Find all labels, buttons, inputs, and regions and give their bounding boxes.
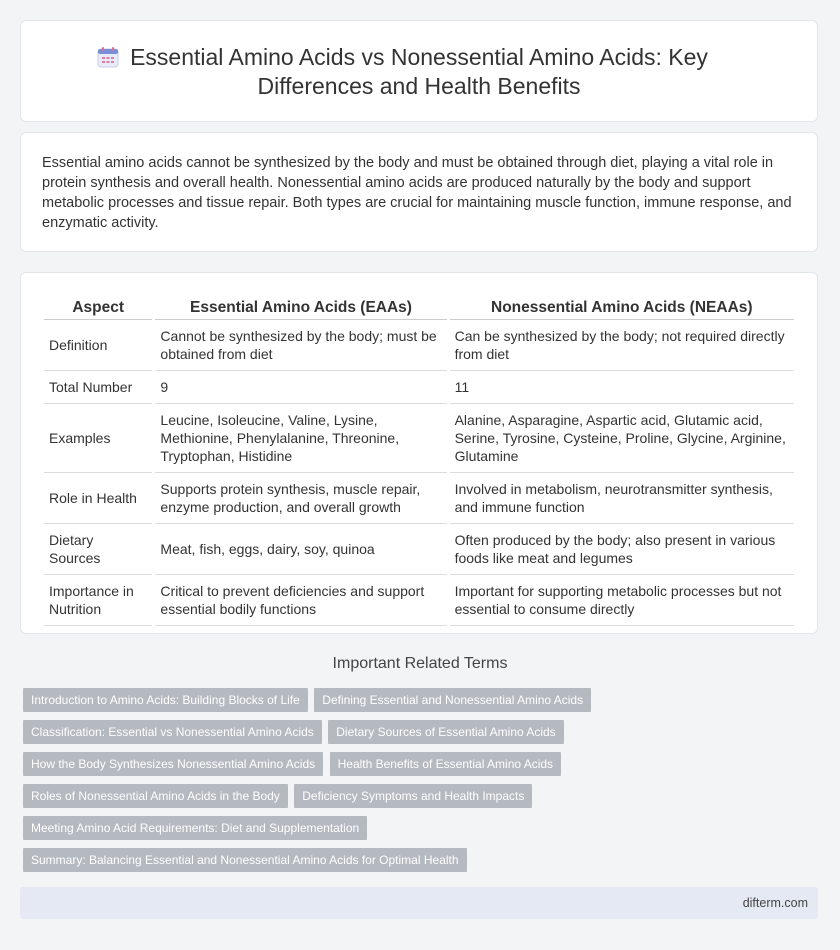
table-cell: Leucine, Isoleucine, Valine, Lysine, Methionine, Phenylalanine, Threonine, Tryptophan, Histidine [155,404,446,473]
related-terms-list [23,688,613,880]
column-header: Aspect [44,295,152,320]
related-term-link[interactable]: Health Benefits of Essential Amino Acids [330,752,561,776]
table-row [44,473,794,524]
table-cell: Critical to prevent deficiencies and support essential bodily functions [155,575,446,626]
related-term-link[interactable]: Meeting Amino Acid Requirements: Diet and Supplementation [23,816,367,840]
table-cell: Examples [44,404,152,473]
comparison-table [41,295,797,626]
table-cell: Important for supporting metabolic processes but not essential to consume directly [450,575,794,626]
table-cell: Dietary Sources [44,524,152,575]
related-term-link[interactable]: Deficiency Symptoms and Health Impacts [294,784,532,808]
related-term-link[interactable]: How the Body Synthesizes Nonessential Amino Acids [23,752,323,776]
table-row [44,524,794,575]
page-title: Essential Amino Acids vs Nonessential Amino Acids: Key Differences and Health Benefits [130,44,708,99]
table-row [44,320,794,371]
table-cell: Alanine, Asparagine, Aspartic acid, Glutamic acid, Serine, Tyrosine, Cysteine, Proline, Glycine, Arginine, Glutamine [450,404,794,473]
table-cell: Often produced by the body; also present in various foods like meat and legumes [450,524,794,575]
related-term-link[interactable]: Roles of Nonessential Amino Acids in the Body [23,784,288,808]
table-cell: Cannot be synthesized by the body; must be obtained from diet [155,320,446,371]
table-row [44,575,794,626]
table-cell: Total Number [44,371,152,404]
column-header: Essential Amino Acids (EAAs) [155,295,446,320]
related-term-link[interactable]: Defining Essential and Nonessential Amino Acids [314,688,591,712]
related-term-link[interactable]: Classification: Essential vs Nonessential Amino Acids [23,720,322,744]
table-row [44,404,794,473]
related-terms-heading: Important Related Terms [332,655,508,672]
table-cell: Role in Health [44,473,152,524]
related-term-link[interactable]: Introduction to Amino Acids: Building Blocks of Life [23,688,308,712]
footer-site-link[interactable]: difterm.com [742,896,808,910]
table-cell: Involved in metabolism, neurotransmitter synthesis, and immune function [450,473,794,524]
related-term-link[interactable]: Summary: Balancing Essential and Nonessential Amino Acids for Optimal Health [23,848,467,872]
title-card [20,20,818,122]
table-cell: Importance in Nutrition [44,575,152,626]
table-header-row [44,295,794,320]
intro-card [20,132,818,252]
table-cell: 9 [155,371,446,404]
table-cell: Can be synthesized by the body; not required directly from diet [450,320,794,371]
intro-paragraph: Essential amino acids cannot be synthesized by the body and must be obtained through diet, playing a vital role in protein synthesis and overall health. Nonessential amino acids are produced naturally by the body and support metabolic processes and tissue repair. Both types are crucial for maintaining muscle function, immune response, and enzymatic activity. [42,155,792,231]
related-term-link[interactable]: Dietary Sources of Essential Amino Acids [328,720,563,744]
table-cell: Supports protein synthesis, muscle repair, enzyme production, and overall growth [155,473,446,524]
table-cell: 11 [450,371,794,404]
table-row [44,371,794,404]
comparison-table-card [20,272,818,634]
table-cell: Definition [44,320,152,371]
table-cell: Meat, fish, eggs, dairy, soy, quinoa [155,524,446,575]
footer [20,887,818,919]
column-header: Nonessential Amino Acids (NEAAs) [450,295,794,320]
